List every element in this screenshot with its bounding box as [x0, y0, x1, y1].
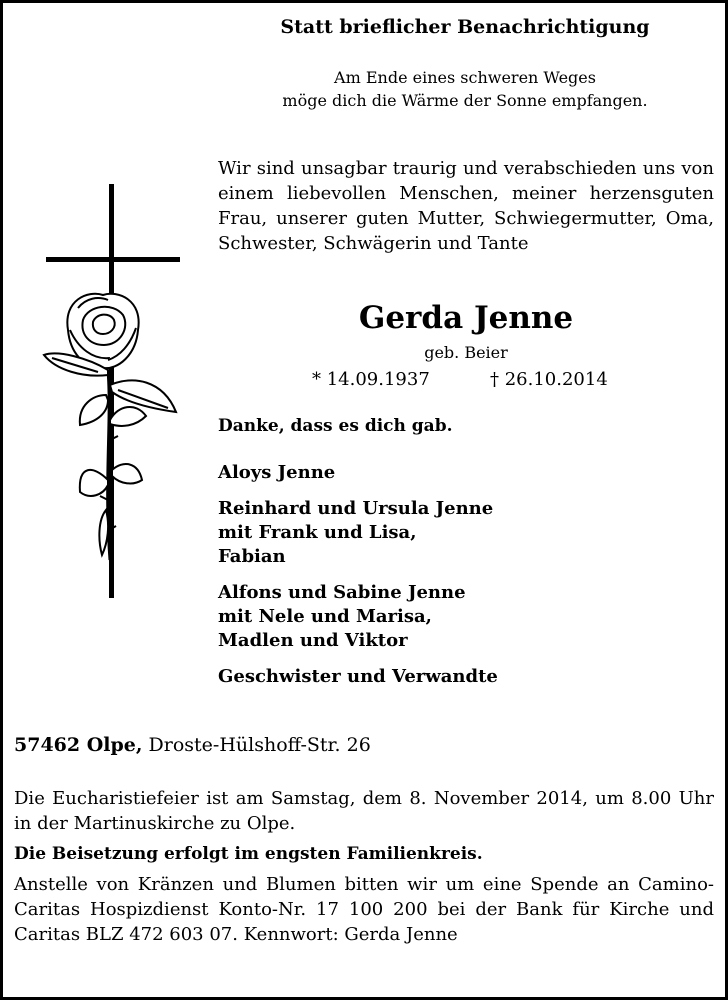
- mourner-group: [218, 461, 718, 485]
- mourner-line: Alfons und Sabine Jenne: [218, 582, 466, 603]
- mourner-line: Aloys Jenne: [218, 462, 336, 483]
- mourner-group: [218, 665, 718, 689]
- death-date: † 26.10.2014: [490, 369, 608, 390]
- address-street: Droste-Hülshoff-Str. 26: [148, 734, 371, 756]
- motto-line: möge dich die Wärme der Sonne empfangen.: [282, 91, 648, 110]
- address-line: [14, 734, 371, 756]
- maiden-name: geb. Beier: [424, 343, 508, 362]
- mourner-line: mit Nele und Marisa,: [218, 606, 432, 627]
- motto-line: Am Ende eines schweren Weges: [334, 68, 596, 87]
- mourner-line: Geschwister und Verwandte: [218, 666, 498, 687]
- mourner-group: [218, 497, 718, 569]
- mourner-group: [218, 581, 718, 653]
- mourner-line: Fabian: [218, 546, 286, 567]
- mourner-line: mit Frank und Lisa,: [218, 522, 417, 543]
- mass-notice: Die Eucharistiefeier ist am Samstag, dem 8. November 2014, um 8.00 Uhr in der Martinuskirche zu Olpe.: [14, 788, 714, 834]
- motto-quote: [205, 66, 725, 112]
- deceased-name: Gerda Jenne: [358, 300, 574, 336]
- mourner-line: Reinhard und Ursula Jenne: [218, 498, 494, 519]
- mourner-line: Madlen und Viktor: [218, 630, 408, 651]
- cross-with-rose-icon: [38, 180, 188, 600]
- mourners-list: [218, 461, 718, 701]
- donation-notice: Anstelle von Kränzen und Blumen bitten wir um eine Spende an Camino-Caritas Hospizdienst Konto-Nr. 17 100 200 bei der Bank für Kirche und Caritas BLZ 472 603 07. Kennwort: Gerda Jenne: [14, 874, 714, 945]
- address-city: 57462 Olpe,: [14, 734, 143, 756]
- intro-text: Wir sind unsagbar traurig und verabschieden uns von einem liebevollen Menschen, meiner herzensguten Frau, unserer guten Mutter, Schwiegermutter, Oma, Schwester, Schwägerin und Tante: [218, 158, 714, 254]
- notice-heading: Statt brieflicher Benachrichtigung: [280, 16, 650, 38]
- birth-date: * 14.09.1937: [312, 369, 430, 390]
- thanks-line: Danke, dass es dich gab.: [218, 416, 453, 436]
- burial-notice: Die Beisetzung erfolgt im engsten Familienkreis.: [14, 844, 483, 864]
